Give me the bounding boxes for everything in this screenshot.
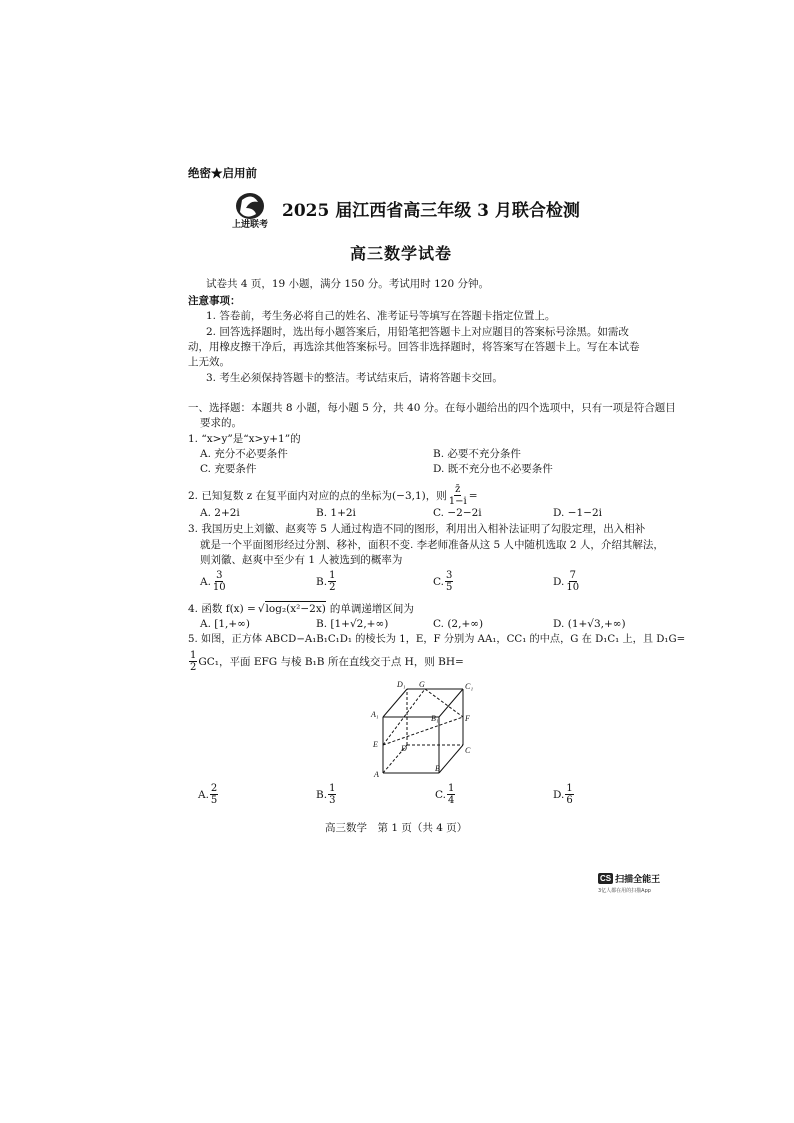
q3-c-label: C. [433,575,444,588]
q4-radicand: log₂(x²−2x) [265,603,326,615]
q2-fraction [448,484,468,507]
q3-d-frac [565,570,580,593]
q3-a-den: 10 [212,582,226,593]
q4-option-c: C. (2,+∞) [433,618,484,630]
q1-option-b: B. 必要不充分条件 [433,448,521,460]
label-d: D [401,744,407,753]
q4-option-d: D. (1+√3,+∞) [553,618,626,630]
q1-stem: 1. “x>y”是“x>y+1”的 [188,433,301,445]
q5-option-d [553,783,575,806]
q5-frac [189,650,197,673]
note-2a: 2. 回答选择题时，选出每小题答案后，用铅笔把答题卡上对应题目的答案标号涂黑。如需改 [206,326,629,338]
edge-b1c1 [439,689,463,717]
q2-frac-num: z̄ [455,484,461,495]
q5-c-num: 1 [448,783,455,794]
label-e: E [373,740,378,749]
q5-line2 [188,650,464,673]
q3-d-label: D. [553,575,565,588]
q5-frac-num: 1 [190,650,197,661]
segment-gf [425,689,463,717]
q2-stem-text: 2. 已知复数 z 在复平面内对应的点的坐标为(−3,1)，则 [188,489,447,502]
q2-option-a: A. 2+2i [200,507,240,519]
segment-ef [383,717,463,745]
edge-a1d1 [383,689,407,717]
q5-option-a [198,783,219,806]
q3-b-den: 2 [329,582,336,593]
note-1: 1. 答卷前，考生务必将自己的姓名、准考证号等填写在答题卡指定位置上。 [206,310,556,322]
q5-c-label: C. [435,788,446,801]
q4-stem-b: 的单调递增区间为 [329,602,414,615]
q5-b-den: 3 [329,795,336,806]
note-2c: 上无效。 [188,356,230,368]
q5-d-frac [565,783,573,806]
q2-tail: = [468,489,478,502]
q5-option-c [435,783,456,806]
q3-option-b [316,570,337,593]
note-3: 3. 考生必须保持答题卡的整洁。考试结束后，请将答题卡交回。 [206,372,503,384]
q5-frac-den: 2 [190,662,197,673]
q5-line1: 5. 如图，正方体 ABCD−A₁B₁C₁D₁ 的棱长为 1，E，F 分别为 AA₁，CC₁ 的中点，G 在 D₁C₁ 上，且 D₁G= [188,634,686,645]
sqrt-icon: √ [257,602,265,615]
logo-text: 上进联考 [232,220,269,230]
cs-name: 扫描全能王 [615,875,661,885]
q3-c-frac [445,570,453,593]
q3-line3: 则刘徽、赵爽中至少有 1 人被选到的概率为 [200,554,403,566]
q3-option-d [553,570,581,593]
exam-summary: 试卷共 4 页，19 小题，满分 150 分。考试用时 120 分钟。 [206,278,489,290]
q2-option-c: C. −2−2i [433,507,482,519]
label-c1: C₁ [465,682,474,691]
q3-line2: 就是一个平面图形经过分割、移补，面积不变. 李老师准备从这 5 人中随机选取 2 人，介绍其解法， [200,539,664,551]
label-b: B [435,764,440,773]
q2-stem [188,484,478,507]
notes-title: 注意事项： [188,295,241,307]
label-d1: D₁ [397,680,406,689]
page-footer: 高三数学 第 1 页（共 4 页） [325,822,468,834]
q1-option-d: D. 既不充分也不必要条件 [433,463,553,475]
label-a1: A₁ [371,710,379,719]
q2-option-b: B. 1+2i [316,507,356,519]
q3-a-frac [212,570,227,593]
q5-c-frac [447,783,455,806]
label-a: A [374,770,379,779]
scanner-watermark [598,872,660,885]
q5-d-label: D. [553,788,565,801]
q3-b-label: B. [316,575,328,588]
q5-a-den: 5 [210,795,218,806]
q5-d-num: 1 [566,783,573,794]
section-heading-cont: 要求的。 [200,417,242,429]
q5-d-den: 6 [566,795,573,806]
q5-b-label: B. [316,788,328,801]
q3-a-label: A. [200,575,211,588]
q5-b-num: 1 [329,783,336,794]
q3-d-den: 10 [566,582,580,593]
q4-option-a: A. [1,+∞) [200,618,251,630]
q3-option-c [433,570,454,593]
q5-line2-text: GC₁，平面 EFG 与棱 B₁B 所在直线交于点 H，则 BH= [198,655,464,668]
label-f: F [465,714,470,723]
cube-diagram [365,677,485,781]
section-heading: 一、选择题：本题共 8 小题，每小题 5 分，共 40 分。在每小题给出的四个选项中，只有一项是符合题目 [188,402,676,414]
cs-badge: CS [600,874,612,883]
subject-title: 高三数学试卷 [350,244,453,263]
q1-option-a: A. 充分不必要条件 [200,448,288,460]
note-2b: 动，用橡皮擦干净后，再选涂其他答案标号。回答非选择题时，将答案写在答题卡上。写在本试卷 [188,341,640,353]
q3-c-den: 5 [446,582,453,593]
q5-b-frac [328,783,336,806]
exam-logo [232,190,272,234]
q5-a-num: 2 [210,783,218,794]
q3-b-frac [328,570,336,593]
label-g: G [419,680,425,689]
q3-b-num: 1 [329,570,336,581]
q3-c-num: 3 [446,570,453,581]
edge-bc [439,745,463,773]
q4-option-b: B. [1+√2,+∞) [316,618,389,630]
label-c: C [465,746,471,755]
q5-a-frac [210,783,218,806]
cs-tagline: 3亿人都在用的扫描App [598,888,651,894]
q5-option-b [316,783,337,806]
exam-title: 2025 届江西省高三年级 3 月联合检测 [282,201,580,221]
q3-d-num: 7 [569,570,576,581]
q1-option-c: C. 充要条件 [200,463,257,475]
q4-stem-a: 4. 函数 f(x) = [188,602,256,615]
q3-line1: 3. 我国历史上刘徽、赵爽等 5 人通过构造不同的图形，利用出入相补法证明了勾股定理，出入相补 [188,523,646,535]
label-b1: B₁ [431,714,439,723]
q5-a-label: A. [198,788,209,801]
q3-option-a [200,570,228,593]
confidential-mark: 绝密★启用前 [188,166,257,180]
q4-stem [188,601,414,616]
q2-option-d: D. −1−2i [553,507,603,519]
q2-frac-den: 1−i [448,496,467,507]
q3-a-num: 3 [216,570,223,581]
q5-c-den: 4 [448,795,455,806]
